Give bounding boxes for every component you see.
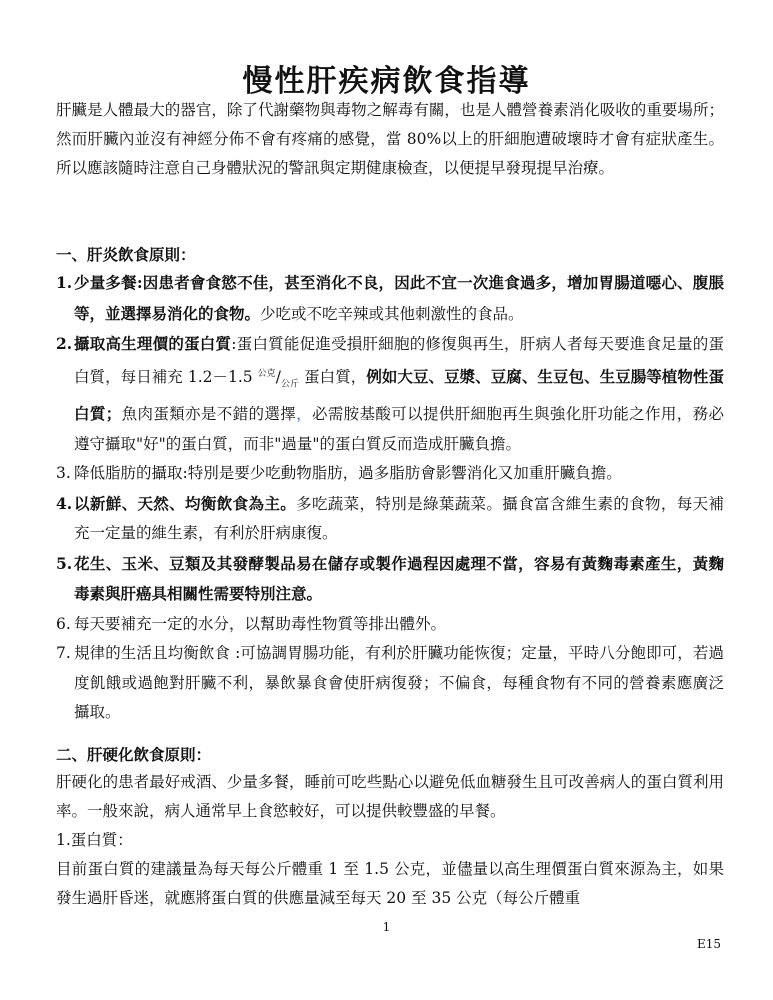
page-title: 慢性肝疾病飲食指導 bbox=[242, 64, 531, 99]
section1-heading: 一、肝炎飲食原則： bbox=[56, 245, 196, 264]
list-item: 2. 攝取高生理價的蛋白質:蛋白質能促進受損肝細胞的修復與再生，肝病人者每天要進食足量的蛋白質，每日補充 1.2－1.5 $^{公克}/_{公斤}$ 蛋白質，例如大豆、豆漿、豆腐、生豆包、生豆腸等植物性蛋白質；魚肉蛋類亦是不錯的選擇，必需胺基酸可以提供肝細胞再生與強化肝功能之作用，務必遵守攝取"好"的蛋白質，而非"過量"的蛋白質反而造成肝臟負擔。 bbox=[56, 334, 724, 453]
section2-heading: 二、肝硬化飲食原則： bbox=[56, 745, 212, 764]
list-item: 7. 規律的生活且均衡飲食 :可協調胃腸功能，有利於肝臟功能恢復；定量，平時八分飽即可，若過度飢餓或過飽對肝臟不利，暴飲暴食會使肝病復發；不偏食，每種食物有不同的營養素應廣泛攝取。 bbox=[56, 644, 724, 722]
section2-intro: 肝硬化的患者最好戒酒、少量多餐，睡前可吃些點心以避免低血糖發生且可改善病人的蛋白質利用率。一般來說，病人通常早上食慾較好，可以提供較豐盛的早餐。 bbox=[56, 773, 724, 820]
document-code: E15 bbox=[696, 937, 721, 951]
list-item: 5. 花生、玉米、豆類及其發酵製品易在儲存或製作過程因處理不當，容易有黃麴毒素產生，黃麴毒素與肝癌具相關性需要特別注意。 bbox=[56, 553, 724, 604]
intro-paragraph: 肝臟是人體最大的器官，除了代謝藥物與毒物之解毒有關，也是人體營養素消化吸收的重要場所；然而肝臟內並沒有神經分佈不會有疼痛的感覺，當 80%以上的肝細胞遭破壞時才會有症狀產生。所以應該隨時注意自己身體狀況的警訊與定期健康檢查，以便提早發現提早治療。 bbox=[56, 101, 724, 177]
section2-subheading: 1.蛋白質： bbox=[56, 831, 133, 849]
section2-paragraph: 目前蛋白質的建議量為每天每公斤體重 1 至 1.5 公克，並儘量以高生理價蛋白質來源為主，如果發生過肝昏迷，就應將蛋白質的供應量減至每天 20 至 35 公克（每公斤體重 bbox=[56, 860, 724, 907]
list-item: 1. 少量多餐:因患者會食慾不佳，甚至消化不良，因此不宜一次進食過多，增加胃腸道噁心、腹脹等，並選擇易消化的食物。少吃或不吃辛辣或其他刺激性的食品。 bbox=[56, 273, 724, 323]
list-item: 6. 每天要補充一定的水分，以幫助毒性物質等排出體外。 bbox=[56, 614, 447, 633]
page-number: 1 bbox=[382, 920, 391, 934]
list-item: 4. 以新鮮、天然、均衡飲食為主。多吃蔬菜，特別是綠葉蔬菜。攝食富含維生素的食物，每天補充一定量的維生素，有利於肝病康復。 bbox=[56, 493, 724, 543]
list-item: 3. 降低脂肪的攝取:特別是要少吃動物脂肪，過多脂肪會影響消化又加重肝臟負擔。 bbox=[56, 464, 622, 483]
section1-list bbox=[56, 268, 724, 728]
